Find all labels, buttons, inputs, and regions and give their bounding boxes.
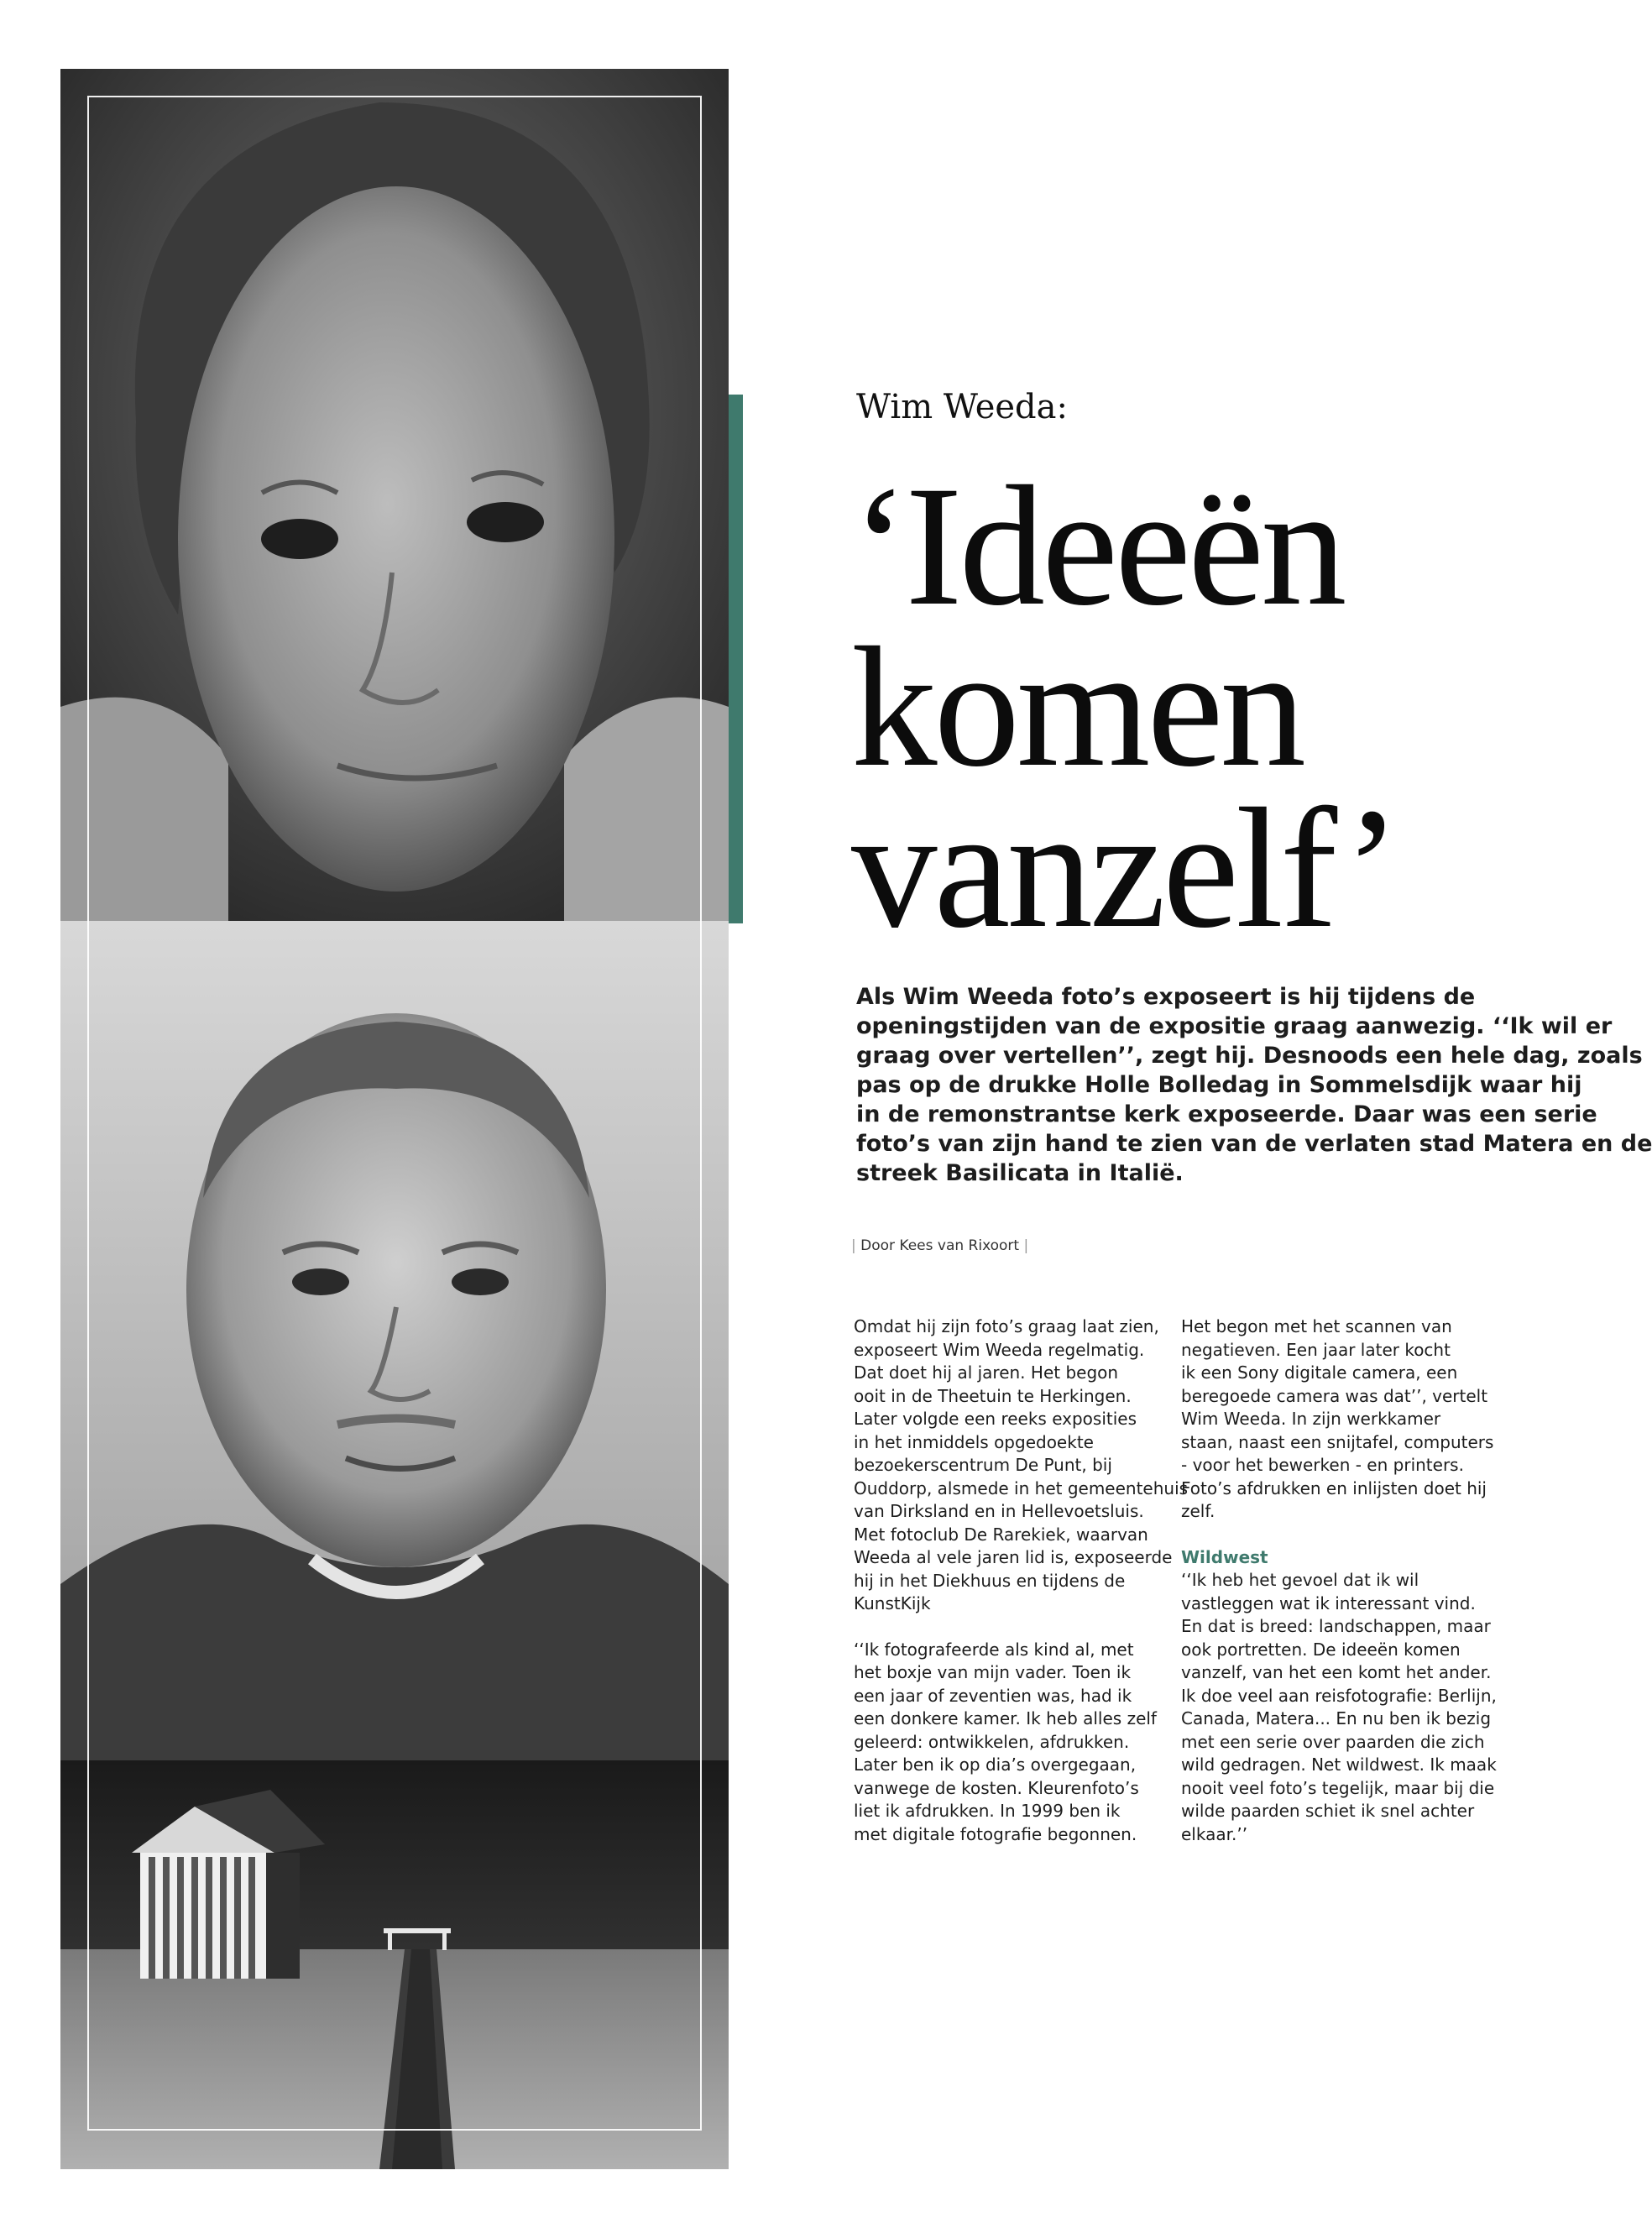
body-line: Later volgde een reeks exposities bbox=[854, 1409, 1137, 1429]
body-line: het boxje van mijn vader. Toen ik bbox=[854, 1662, 1132, 1682]
body-line: beregoede camera was dat’’, vertelt bbox=[1181, 1385, 1488, 1406]
body-line: vastleggen wat ik interessant vind. bbox=[1181, 1592, 1476, 1613]
body-line: ook portretten. De ideeën komen bbox=[1181, 1639, 1461, 1660]
headline-line: vanzelf’ bbox=[851, 773, 1398, 964]
body-line: - voor het bewerken - en printers. bbox=[1181, 1455, 1464, 1475]
body-paragraph bbox=[854, 1639, 1166, 1847]
body-line: in het inmiddels opgedoekte bbox=[854, 1431, 1094, 1452]
article-headline bbox=[851, 451, 1506, 964]
intro-line: in de remonstrantse kerk exposeerde. Daar was een serie bbox=[856, 1101, 1597, 1127]
body-line: van Dirksland en in Hellevoetsluis. bbox=[854, 1501, 1144, 1521]
body-line: En dat is breed: landschappen, maar bbox=[1181, 1616, 1491, 1636]
body-line: exposeert Wim Weeda regelmatig. bbox=[854, 1339, 1145, 1360]
body-line: Het begon met het scannen van bbox=[1181, 1316, 1452, 1336]
body-line: ik een Sony digitale camera, een bbox=[1181, 1362, 1458, 1383]
headline-line: ‘Ideeën bbox=[851, 451, 1344, 641]
body-paragraph bbox=[854, 1315, 1189, 1616]
intro-line: graag over vertellen’’, zegt hij. Desnoods een hele dag, zoals bbox=[856, 1043, 1643, 1069]
intro-line: pas op de drukke Holle Bolledag in Sommelsdijk waar hij bbox=[856, 1072, 1582, 1098]
article-intro bbox=[856, 982, 1652, 1188]
body-line: Foto’s afdrukken en inlijsten doet hij bbox=[1181, 1477, 1487, 1498]
body-line: ‘‘Ik heb het gevoel dat ik wil bbox=[1181, 1570, 1419, 1590]
body-line: staan, naast een snijtafel, computers bbox=[1181, 1431, 1494, 1452]
body-line: zelf. bbox=[1181, 1501, 1215, 1521]
body-line: nooit veel foto’s tegelijk, maar bij die bbox=[1181, 1777, 1495, 1798]
body-line: liet ik afdrukken. In 1999 ben ik bbox=[854, 1801, 1121, 1821]
portrait-photo-wim-weeda bbox=[60, 921, 729, 1760]
body-line: elkaar.’’ bbox=[1181, 1823, 1248, 1844]
body-line: bezoekerscentrum De Punt, bij bbox=[854, 1455, 1112, 1475]
body-line: wilde paarden schiet ik snel achter bbox=[1181, 1801, 1475, 1821]
body-line: Canada, Matera... En nu ben ik bezig bbox=[1181, 1708, 1492, 1728]
body-line: negatieven. Een jaar later kocht bbox=[1181, 1339, 1451, 1360]
intro-line: Als Wim Weeda foto’s exposeert is hij tijdens de bbox=[856, 984, 1476, 1010]
headline-line: komen bbox=[851, 612, 1303, 803]
body-line: hij in het Diekhuus en tijdens de bbox=[854, 1570, 1126, 1591]
body-line: ‘‘Ik fotografeerde als kind al, met bbox=[854, 1639, 1134, 1660]
body-paragraph bbox=[1181, 1315, 1500, 1524]
body-line: Ouddorp, alsmede in het gemeentehuis bbox=[854, 1477, 1189, 1498]
portrait-photo-woman bbox=[60, 69, 729, 921]
body-line: Weeda al vele jaren lid is, exposeerde bbox=[854, 1547, 1173, 1567]
landscape-photo-beach-hut bbox=[60, 1760, 729, 2169]
intro-line: foto’s van zijn hand te zien van de verlaten stad Matera en de bbox=[856, 1131, 1652, 1157]
article-kicker: Wim Weeda: bbox=[856, 388, 1068, 426]
body-line: geleerd: ontwikkelen, afdrukken. bbox=[854, 1731, 1130, 1752]
body-line: Met fotoclub De Rarekiek, waarvan bbox=[854, 1524, 1148, 1545]
byline-author: Door Kees van Rixoort bbox=[860, 1237, 1020, 1254]
body-line: vanwege de kosten. Kleurenfoto’s bbox=[854, 1777, 1139, 1798]
body-line: Later ben ik op dia’s overgegaan, bbox=[854, 1754, 1137, 1775]
intro-line: openingstijden van de expositie graag aanwezig. ‘‘Ik wil er bbox=[856, 1013, 1613, 1039]
body-line: met digitale fotografie begonnen. bbox=[854, 1823, 1137, 1844]
photo-column bbox=[60, 69, 729, 2169]
section-subhead: Wildwest bbox=[1181, 1546, 1268, 1567]
body-line: KunstKijk bbox=[854, 1593, 931, 1613]
body-line: Omdat hij zijn foto’s graag laat zien, bbox=[854, 1316, 1159, 1336]
body-column-1 bbox=[854, 1315, 1189, 1869]
body-line: ooit in de Theetuin te Herkingen. bbox=[854, 1385, 1132, 1406]
body-line: wild gedragen. Net wildwest. Ik maak bbox=[1181, 1754, 1497, 1775]
body-line: Wim Weeda. In zijn werkkamer bbox=[1181, 1409, 1441, 1429]
body-line: een donkere kamer. Ik heb alles zelf bbox=[854, 1708, 1157, 1728]
byline bbox=[851, 1237, 1028, 1254]
body-paragraph bbox=[1181, 1546, 1500, 1847]
body-line: een jaar of zeventien was, had ik bbox=[854, 1685, 1132, 1706]
body-line: Dat doet hij al jaren. Het begon bbox=[854, 1362, 1119, 1383]
accent-bar bbox=[729, 395, 743, 923]
body-line: Ik doe veel aan reisfotografie: Berlijn, bbox=[1181, 1685, 1497, 1706]
body-line: met een serie over paarden die zich bbox=[1181, 1731, 1485, 1752]
byline-separator: | bbox=[1023, 1237, 1029, 1254]
body-column-2 bbox=[1181, 1315, 1500, 1869]
intro-line: streek Basilicata in Italië. bbox=[856, 1160, 1184, 1186]
byline-separator: | bbox=[851, 1237, 856, 1254]
body-line: vanzelf, van het een komt het ander. bbox=[1181, 1662, 1492, 1682]
